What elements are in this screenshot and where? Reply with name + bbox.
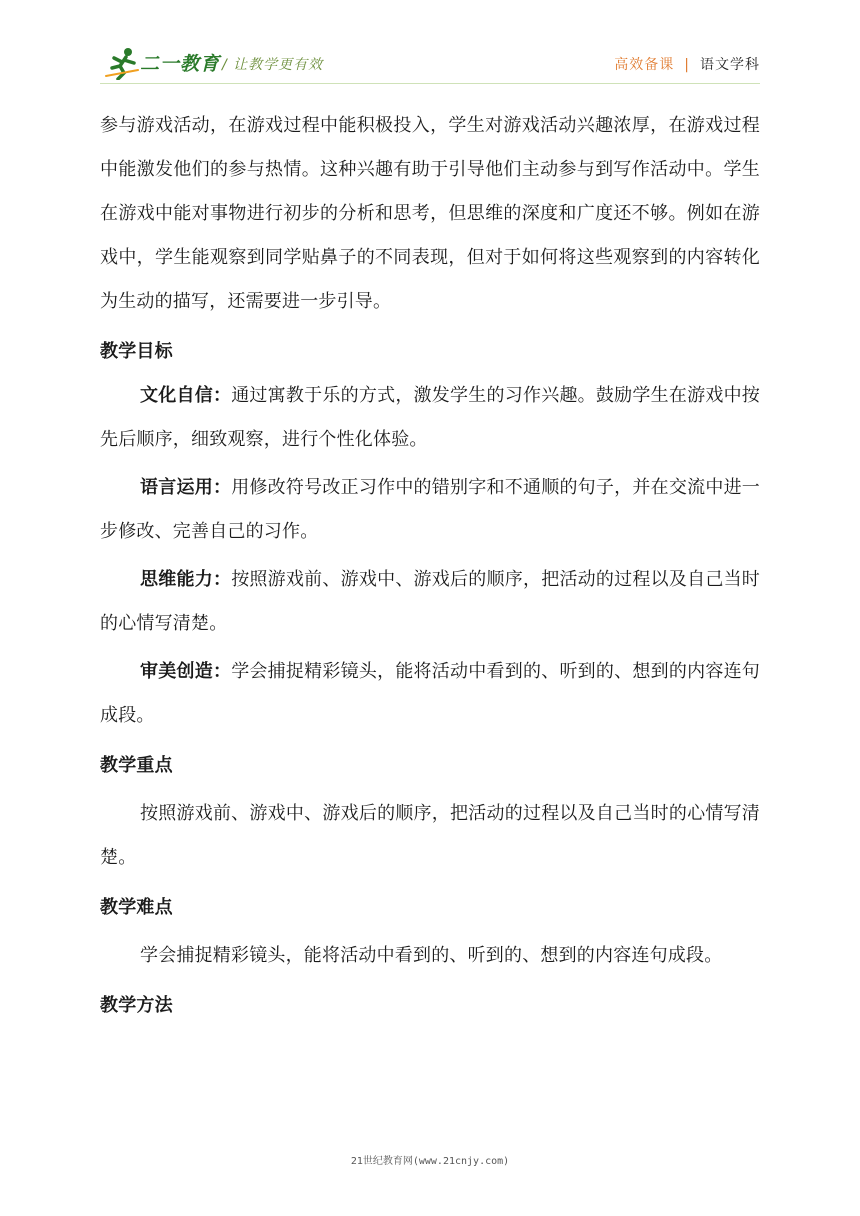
slogan: / 让教学更有效: [222, 57, 324, 73]
goal-label: 文化自信：: [140, 385, 232, 406]
goal-item: [100, 650, 760, 738]
page-header: [100, 44, 760, 84]
key-points-text: 按照游戏前、游戏中、游戏后的顺序，把活动的过程以及自己当时的心情写清楚。: [100, 803, 760, 868]
header-divider: [100, 83, 760, 84]
goal-text: 按照游戏前、游戏中、游戏后的顺序，把活动的过程以及自己当时的心情写清楚。: [100, 569, 761, 634]
header-tag-primary[interactable]: 高效备课: [614, 57, 675, 73]
goal-text: 学会捕捉精彩镜头，能将活动中看到的、听到的、想到的内容连句成段。: [100, 661, 761, 726]
header-category: [614, 54, 760, 74]
document-body: [100, 104, 760, 1028]
goal-item: [100, 466, 760, 554]
goal-text: 用修改符号改正习作中的错别字和不通顺的句子，并在交流中进一步修改、完善自己的习作。: [100, 477, 761, 542]
goals-heading: 教学目标: [100, 341, 173, 362]
runner-logo-icon: [104, 46, 144, 80]
goal-label: 语言运用：: [140, 477, 232, 498]
header-tag-subject[interactable]: 语文学科: [700, 57, 760, 73]
logo-text: 二一教育: [140, 53, 221, 75]
intro-paragraph: 参与游戏活动，在游戏过程中能积极投入，学生对游戏活动兴趣浓厚，在游戏过程中能激发他们的参与热情。这种兴趣有助于引导他们主动参与到写作活动中。学生在游戏中能对事物进行初步的分析和思考，但思维的深度和广度还不够。例如在游戏中，学生能观察到同学贴鼻子的不同表现，但对于如何将这些观察到的内容转化为生动的描写，还需要进一步引导。: [100, 115, 760, 312]
difficulty-text: 学会捕捉精彩镜头，能将活动中看到的、听到的、想到的内容连句成段。: [140, 945, 723, 966]
page-footer: 21世纪教育网(www.21cnjy.com): [350, 1156, 510, 1167]
header-separator: |: [684, 57, 690, 73]
goal-item: [100, 558, 760, 646]
difficulty-heading: 教学难点: [100, 897, 173, 918]
goal-label: 审美创造：: [140, 661, 232, 682]
goal-item: [100, 374, 760, 462]
goal-text: 通过寓教于乐的方式，激发学生的习作兴趣。鼓励学生在游戏中按先后顺序，细致观察，进行个性化体验。: [100, 385, 761, 450]
key-points-heading: 教学重点: [100, 755, 173, 776]
site-logo[interactable]: [104, 46, 226, 80]
goal-label: 思维能力：: [140, 569, 232, 590]
methods-heading: 教学方法: [100, 995, 173, 1016]
